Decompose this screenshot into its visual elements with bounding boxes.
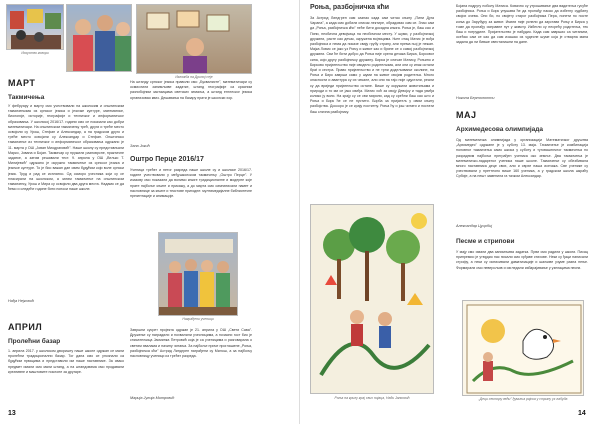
children-photo [66,4,132,72]
competitions-text: У фебруару и марту смо учествовали на школским и општинским такмичењима из српског језика и језичке културе, математике, биологије, историје, географије и техничког и информатичког образовања. У школској 2016/17. години смо се показали као добри математичари. На општинском такмичењу трећ, други и треће место освојили су Урош, Стефан и Александар, а на градском друго и треће место освојили су Александар и Стефан. Општинско такмичење из техничког и информатичког образовања одржано је 11. марта у ОШ „Јован Миодраговић". Наше школу су представљали Марко, Јована и Бојан. Такмичар су пружили разноврсне, практичне задатке, а затим решавали тест. 9. априла у ОШ „Вељко Т. Милијевић" одржано је окружно такмичење из српског језика и језичке културе. То је био важан дан свим будућим који воле српски језик. Труд и рад се исплатио. Од осморо учесника који су се пласирали на школском, а затим такмичење на општинском такмичењу, Урош и Мира су освојили два друга места. Надамо се да ћемо и следеће године бити поноси наше школе. [8,104,124,192]
ostro-perce-text: Ученици трећег и петог разреда наше школе су и школске 2016/17. године учествовали у међушколском такмичењу „Оштро Перце". У изазову смо показали да волимо књиге традиционалне и модерне које прате најбоље књиге и прикажу, а до марта смо симпатисали памет и насловнице за књиге и текстове пригодне: мултимедијалне библиотечне презентације и анимације. [130,168,252,199]
poems-text: У мају смо имали два занимљива задатка. Први смо радили у школи. Писац припремио је утврдио нас писали смо хрђаве стихове. Неки су ђаци написали строфу, а неки су исписивали даматизације и шаљиве узуме разна пење. Формирали смо неверољив и изгледали избарајивање у узелацима песни. [456,250,588,270]
right-page [300,0,600,424]
awarded-students-photo [158,232,238,316]
may-heading: МАЈ [456,110,477,120]
bazaar-continued-text: На штанду српског језика правили смо „Буквалисте", математичари су осмислили занимљиве задатке, штанд географије са красним разнобојним застаицама светских земаља, а штанд енглеског језика организовао квиз. Дешавања на базару прати је школски хор. [130,80,252,100]
ronja-painting-art [311,205,434,394]
april-heading: АПРИЛ [8,322,43,332]
comic-drawing [462,300,584,396]
awarded-students-caption: Награђени ученици [182,317,214,321]
artwork-photo [136,4,252,74]
final-meeting-text: Завршни сусрет пројекта одржан је 21. априла у ОШ „Свети Сава". Дружење су наградили и похвалили учесницима, а почасни гост био је списатељица Јасминка Петровић која је са ученицима и разговарала о светим хвалама и начину читања. За најбоље приче проглашене „Роња, разбојничка кћи" Астрид Линдгрен награђени су Милош, а за најбољу насловницу ученици из трећег разреда. [130,328,252,359]
ronja-text: За Астрид Линдгрен сам сазнао када сам читао књигу „Пипи Дуга Чарапа", а када смо добили списак лектире, обрадовао сам се. Знао сам да „Роња, разбојничка кћи" неће бити досадна књига. Роња је, баш као и Пипи, необична девојчица на необичном месту. У шуми, у разбојничкој дружини, расте као дечак, окружена војницима. Њен отац Матис је вођа разбојника и нема да показе свају грубу страну, али према њој је нежан. Мајка Ловис се јако уз Роњу и живот као и брине се о самој разбојничкој дружини. Сви ће бити добро да Роња није срела дечака Бирка, Борковог сина, који другу разбојничку дружину. Бирка је сличан Матису, Роњино и Бирково пријатељство није свидело родитељима, али они су ипак остали браt и сестра. Право пријатељство и не трпи додељивање околине, па Роња и Бирк заврши само у шуми на живот својим родитеља. Много опасности и авантура су их чекале, али они на таjо није одустали, реали су да вриједи пријатељство остане. Више су окружили животињама и природи и то ми се јако свиђа. Матис хоћ за своју Девојку и тада увиђа колико ју воли. На крају су се сви мирили, кад су срећни баш као што и Роња и Бирк ће се не пустити. Борба за пријатељ у овим књигу разбојства. Доскоро је се крају поститну. Роња ћу и још читати и постати баш слична разбојнику. [310,16,434,114]
ronja-painting-caption: Роња на крилу крај свих пијаца, Нади Јанковић [334,396,410,400]
exhibition-photo [6,4,64,50]
ronja-continued-text: Бојана подругу поболу Матиса. Ковачно су утрошивање два вадитеља гусуће разбојника. Роња и Бирк упушава ће да пронађу пакао да избегну судбину својих очева. Они би, по својету старог разбојника Пера, понети по посте коња до Зарубуру за живот. Имати није успели да заустави Роњу и Бирка у томе да пронађу исправне пут у животу. Избегли су несрећу родитеља, тек баш и потрудиле. Пријатељство је набудио. Када сам завршио са читањем, осећао сам се као да сам изашао из чудесне шуме која је стварна мапа задала да ли бивше свесталишни на дане. [456,4,588,45]
exhibition-photo-art [7,5,64,50]
spring-bazaar-text: 1. априла 2017. у школском дворишту наше школе одржан се мали пролећни традиционални базар. Тог дана смо се упознали са будућим првацима и представили им наше наставнике. За свако предмет имали смо мали штанд, а на штандовима смо продавали креативне и маштовите поклоне за другаре. [8,349,124,374]
page-number-left: 13 [8,410,16,417]
page-number-right: 14 [578,410,586,417]
exhibition-photo-caption: Искуство говори [21,51,49,55]
artwork-photo-art [137,5,252,74]
ronja-painting [310,204,434,394]
poems-heading: Песме и стрипови [456,238,515,245]
ronja-heading: Роња, разбојничка кћи [310,4,390,11]
march-heading: МАРТ [8,78,36,88]
ronja-signature: Никола Бертолотти [456,96,495,100]
comic-drawing-caption: „Деци сектору већи" ђумиња рајска у стрипу уз лабуда [478,397,568,401]
competitions-signature: Нађа Нејковић [8,299,34,303]
final-meeting-signature: Марија Јулија Митровић [130,396,175,400]
comic-drawing-art [463,301,584,396]
archimedes-text: Од математичка олимпијада у организацији Математичког друштва „Архимедес" одржане је у суботу 13. маја. Тачмичење је комбинација половног такмичења само шкока у суботу и туговаштичног такмичења по разрадним најбољи преграђен ученика око земље. Два такмичења је математичко-надареног ученика наше школе. Такмичење су обезбивала много наставника деце свих, али и сврхе наша исечака. Све ученике су учествовали у преттеоно више 160 ученика, а у градском школа шкраћу Србије, а на нешт заменила га тачком Александар. [456,138,588,179]
spring-bazaar-subheading: Пролећни базар [8,338,61,345]
archimedes-heading: Архимедесова олимпијада [456,126,544,133]
artwork-photo-caption: Изложба на Дриној сеје [175,75,213,79]
archimedes-signature: Александар Цуцобиј [456,224,493,228]
awarded-students-photo-art [159,233,238,316]
children-photo-art [67,5,132,72]
ostro-perce-heading: Оштро Перце 2016/17 [130,156,204,163]
competitions-subheading: Такмичења [8,94,45,101]
bazaar-signature: Зана Јокић [130,144,150,148]
